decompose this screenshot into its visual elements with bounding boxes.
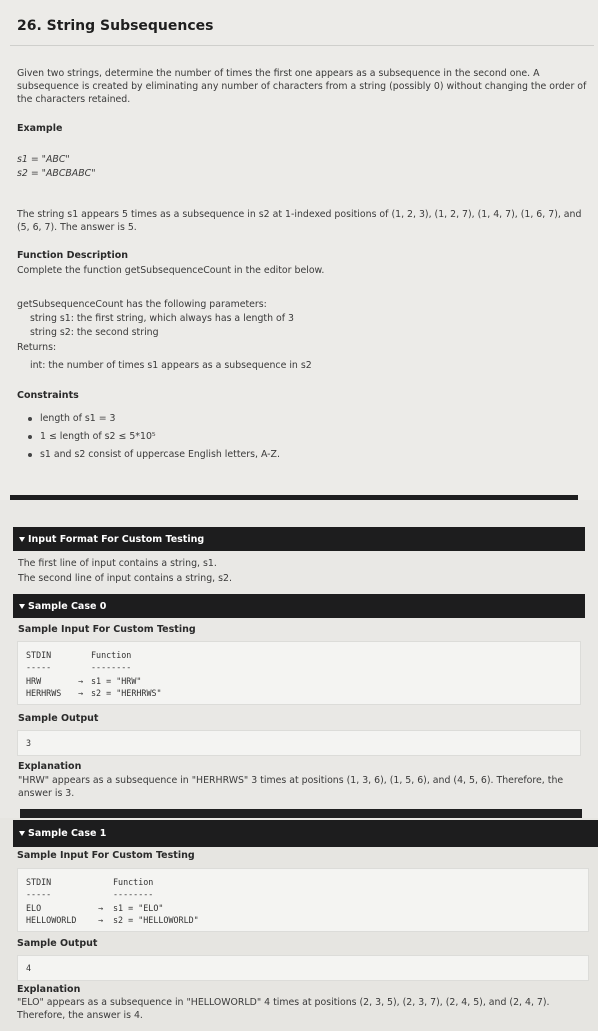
right-arrow-icon: → <box>78 676 84 686</box>
sample-case-0-bar[interactable] <box>13 594 585 618</box>
bullet-dot-icon <box>28 453 32 457</box>
sample-input-code-box <box>17 641 581 705</box>
right-arrow-icon: → <box>78 688 84 698</box>
code-header-function: Function <box>91 650 132 660</box>
input-format-line2: The second line of input contains a string, s2. <box>18 573 232 584</box>
title-divider <box>10 45 594 46</box>
code-row1-function: s1 = "ELO" <box>113 903 164 913</box>
constraint-text: 1 ≤ length of s2 ≤ 5*10⁵ <box>40 431 156 442</box>
example-explanation: The string s1 appears 5 times as a subsequence in s2 at 1-indexed positions of (1, 2, 3), (1, 2, 7), (1, 4, 7), (1, 6, 7), and (5, 6, 7). The answer is 5. <box>17 209 582 233</box>
function-description-line: Complete the function getSubsequenceCount in the editor below. <box>17 265 325 276</box>
code-dashes-left: ----- <box>26 662 52 672</box>
constraints-heading: Constraints <box>17 390 79 401</box>
code-header-stdin: STDIN <box>26 877 52 887</box>
problem-intro: Given two strings, determine the number of times the first one appears as a subsequence in the second one. A subsequence is created by eliminating any number of characters from a string (possibly 0) without changing the order of the characters retained. <box>17 68 587 105</box>
sample-case-0-label: Sample Case 0 <box>28 600 107 612</box>
sample-case-1-label: Sample Case 1 <box>28 828 107 839</box>
sample-explanation: "HRW" appears as a subsequence in "HERHRWS" 3 times at positions (1, 3, 6), (1, 5, 6), and (4, 5, 6). Therefore, the answer is 3. <box>18 775 564 799</box>
sample-output-value: 4 <box>26 963 32 973</box>
sample-output-value: 3 <box>26 738 32 748</box>
code-row2-stdin: HELLOWORLD <box>26 915 77 925</box>
constraint-item <box>28 412 116 425</box>
sample-input-code-box <box>17 868 589 932</box>
sample-output-box <box>17 955 589 981</box>
code-dashes-right: -------- <box>91 662 132 672</box>
example-s2: s2 = "ABCBABC" <box>17 168 96 179</box>
params-intro: getSubsequenceCount has the following parameters: <box>17 299 267 310</box>
sample-case-0-panel <box>0 500 598 818</box>
sample-output-box <box>17 730 581 756</box>
bullet-dot-icon <box>28 435 32 439</box>
param-s1: string s1: the first string, which always has a length of 3 <box>30 313 295 324</box>
example-s1: s1 = "ABC" <box>17 154 70 165</box>
right-arrow-icon: → <box>98 903 104 913</box>
explanation-heading: Explanation <box>18 761 82 772</box>
constraint-text: s1 and s2 consist of uppercase English letters, A-Z. <box>40 449 280 460</box>
sample-case-1-bar[interactable] <box>13 820 598 847</box>
code-header-stdin: STDIN <box>26 650 52 660</box>
caret-down-icon <box>19 604 25 609</box>
constraint-item <box>28 448 280 461</box>
sample-explanation: "ELO" appears as a subsequence in "HELLOWORLD" 4 times at positions (2, 3, 5), (2, 3, 7), (2, 4, 5), and (2, 4, 7). Therefore, the answer is 4. <box>17 997 550 1021</box>
sample-input-heading: Sample Input For Custom Testing <box>18 624 196 635</box>
sample-output-heading: Sample Output <box>18 713 99 724</box>
constraint-text: length of s1 = 3 <box>40 413 116 424</box>
code-row2-stdin: HERHRWS <box>26 688 62 698</box>
code-dashes-left: ----- <box>26 889 52 899</box>
input-format-line1: The first line of input contains a string, s1. <box>18 558 217 569</box>
code-row1-stdin: ELO <box>26 903 42 913</box>
problem-statement-panel <box>0 0 598 500</box>
code-dashes-right: -------- <box>113 889 154 899</box>
returns-description: int: the number of times s1 appears as a subsequence in s2 <box>30 360 312 371</box>
sample-input-heading: Sample Input For Custom Testing <box>17 850 195 861</box>
code-header-function: Function <box>113 877 154 887</box>
caret-down-icon <box>19 537 25 542</box>
example-heading: Example <box>17 123 63 134</box>
input-format-bar[interactable] <box>13 527 585 551</box>
returns-label: Returns: <box>17 342 57 353</box>
code-row2-function: s2 = "HELLOWORLD" <box>113 915 199 925</box>
caret-down-icon <box>19 831 25 836</box>
problem-title: 26. String Subsequences <box>17 18 214 34</box>
collapsed-section-bar[interactable] <box>20 809 582 818</box>
constraint-item <box>28 430 156 443</box>
sample-case-1-panel <box>0 818 598 1031</box>
param-s2: string s2: the second string <box>30 327 159 338</box>
right-arrow-icon: → <box>98 915 104 925</box>
function-description-heading: Function Description <box>17 250 129 261</box>
bullet-dot-icon <box>28 417 32 421</box>
sample-output-heading: Sample Output <box>17 938 98 949</box>
code-row1-stdin: HRW <box>26 676 42 686</box>
input-format-bar-label: Input Format For Custom Testing <box>28 533 205 545</box>
code-row2-function: s2 = "HERHRWS" <box>91 688 162 698</box>
code-row1-function: s1 = "HRW" <box>91 676 142 686</box>
explanation-heading: Explanation <box>17 984 81 995</box>
